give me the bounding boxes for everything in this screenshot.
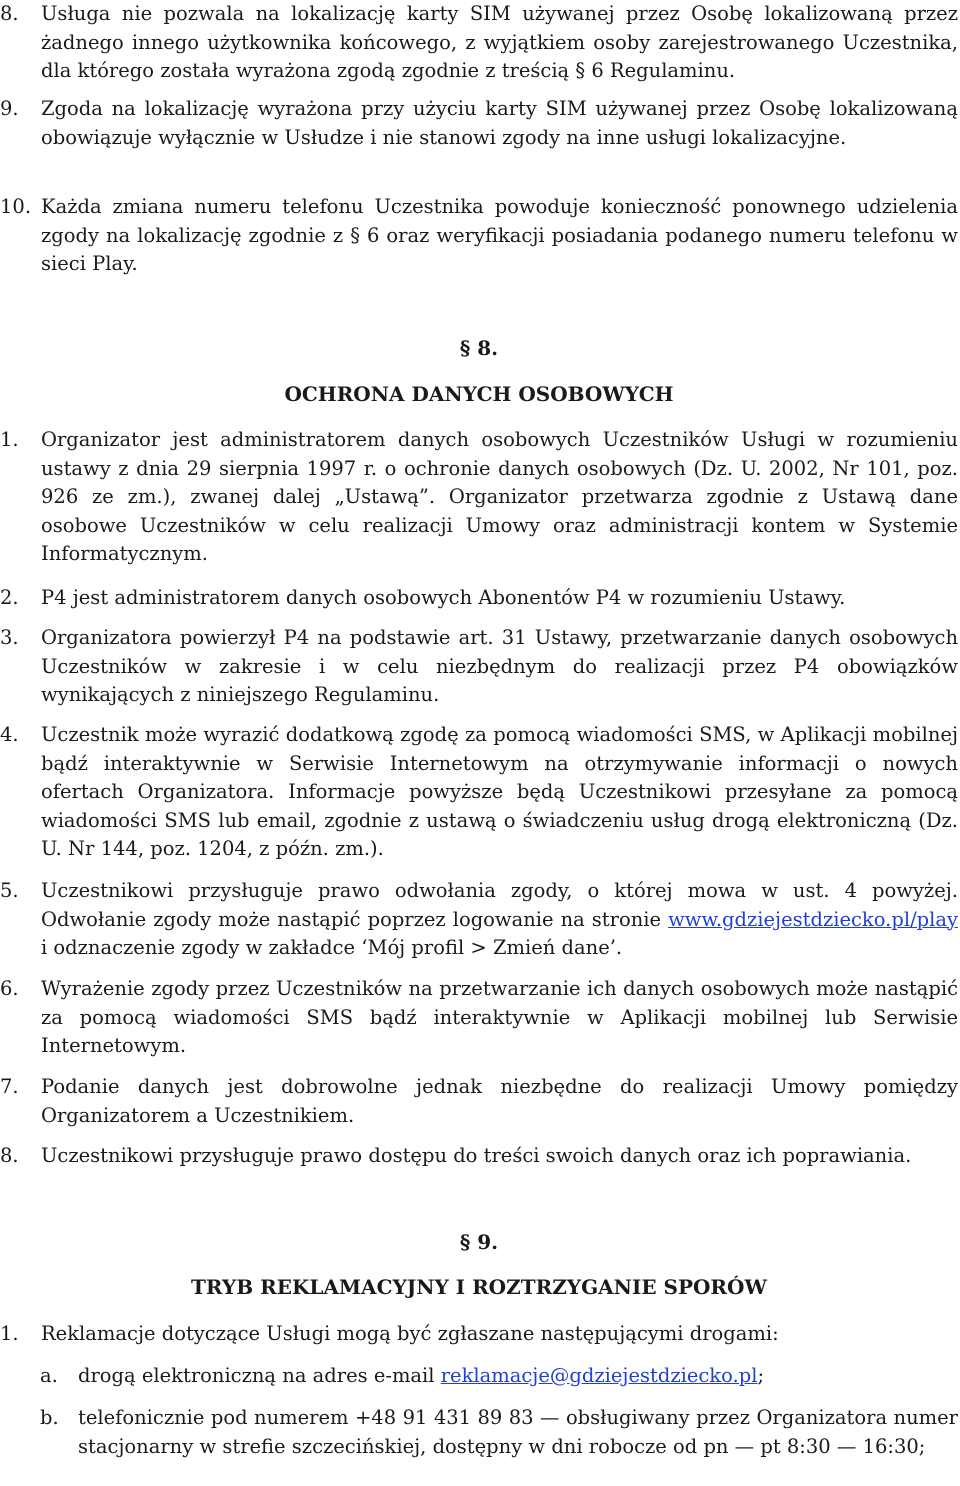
item-number: 6. xyxy=(0,977,19,1000)
item-number: 5. xyxy=(0,879,19,902)
sub-list-item xyxy=(0,1362,958,1391)
item-text: Uczestnikowi przysługuje prawo dostępu do treści swoich danych oraz ich poprawiania. xyxy=(41,1144,912,1167)
list-item xyxy=(0,1142,958,1171)
website-link[interactable]: www.gdziejestdziecko.pl/play xyxy=(668,907,958,931)
item-number: 3. xyxy=(0,626,19,649)
list-item xyxy=(0,1320,958,1349)
item-text-part: Uczestnikowi przysługuje prawo odwołania zgody, o której mowa w ust. 4 powyżej. Odwołanie zgody może nastąpić poprzez logowanie na stronie xyxy=(41,879,958,931)
item-text: Organizator jest administratorem danych osobowych Uczestników Usługi w rozumieniu ustawy z dnia 29 sierpnia 1997 r. o ochronie danych osobowych (Dz. U. 2002, Nr 101, poz. 926 ze zm.), zwanej dalej „Ustawą”. Organizator przetwarza zgodnie z Ustawą dane osobowe Uczestników w celu realizacji Umowy oraz administracji kontem w Systemie Informatycznym. xyxy=(41,428,958,565)
list-item xyxy=(0,975,958,1061)
item-text-part: ; xyxy=(757,1364,765,1387)
list-item xyxy=(0,426,958,569)
item-number: 2. xyxy=(0,586,19,609)
list-item xyxy=(0,624,958,710)
item-number: 1. xyxy=(0,1322,19,1345)
item-text-part: i odznaczenie zgody w zakładce ‘Mój profil > Zmień dane’. xyxy=(41,936,623,959)
list-item xyxy=(0,95,958,152)
item-number: 1. xyxy=(0,428,19,451)
sub-list-item xyxy=(0,1404,958,1461)
item-text: Organizatora powierzył P4 na podstawie art. 31 Ustawy, przetwarzanie danych osobowych Uczestników w zakresie i w celu niezbędnym do realizacji przez P4 obowiązków wynikających z niniejszego Regulaminu. xyxy=(41,626,958,706)
item-text: Uczestnik może wyrazić dodatkową zgodę za pomocą wiadomości SMS, w Aplikacji mobilnej bądź interaktywnie w Serwisie Internetowym na otrzymywanie informacji o nowych ofertach Organizatora. Informacje powyższe będą Uczestnikowi przesyłane za pomocą wiadomości SMS lub email, zgodnie z ustawą o świadczeniu usług drogą elektroniczną (Dz. U. Nr 144, poz. 1204, z późn. zm.). xyxy=(41,723,958,860)
section-title: TRYB REKLAMACYJNY I ROZTRZYGANIE SPORÓW xyxy=(191,1275,767,1299)
item-letter: a. xyxy=(40,1364,58,1387)
list-item xyxy=(0,193,958,279)
section-number: § 9. xyxy=(459,1230,499,1254)
item-text xyxy=(41,877,958,963)
list-item xyxy=(0,877,958,963)
item-number: 10. xyxy=(0,195,32,218)
item-text: P4 jest administratorem danych osobowych Abonentów P4 w rozumieniu Ustawy. xyxy=(41,586,846,609)
item-text: Reklamacje dotyczące Usługi mogą być zgłaszane następującymi drogami: xyxy=(41,1322,779,1345)
item-number: 8. xyxy=(0,2,19,25)
item-number: 8. xyxy=(0,1144,19,1167)
item-text: Usługa nie pozwala na lokalizację karty SIM używanej przez Osobę lokalizowaną przez żadnego innego użytkownika końcowego, z wyjątkiem osoby zarejestrowanego Uczestnika, dla którego została wyrażona zgodą zgodnie z treścią § 6 Regulaminu. xyxy=(41,2,958,82)
item-letter: b. xyxy=(40,1406,59,1429)
item-text: Zgoda na lokalizację wyrażona przy użyciu karty SIM używanej przez Osobę lokalizowaną obowiązuje wyłącznie w Usłudze i nie stanowi zgody na inne usługi lokalizacyjne. xyxy=(41,97,958,149)
list-item xyxy=(0,721,958,864)
section-number: § 8. xyxy=(459,336,499,360)
list-item xyxy=(0,1073,958,1130)
list-item xyxy=(0,584,958,613)
item-text-part: drogą elektroniczną na adres e-mail xyxy=(78,1364,441,1387)
item-text: Wyrażenie zgody przez Uczestników na przetwarzanie ich danych osobowych może nastąpić za pomocą wiadomości SMS bądź interaktywnie w Aplikacji mobilnej lub Serwisie Internetowym. xyxy=(41,977,958,1057)
item-text xyxy=(78,1362,958,1391)
item-text: telefonicznie pod numerem +48 91 431 89 83 — obsługiwany przez Organizatora numer stacjonarny w strefie szczecińskiej, dostępny w dni robocze od pn — pt 8:30 — 16:30; xyxy=(78,1406,958,1458)
section-title: OCHRONA DANYCH OSOBOWYCH xyxy=(284,382,674,406)
item-number: 9. xyxy=(0,97,19,120)
list-item xyxy=(0,0,958,86)
email-link[interactable]: reklamacje@gdziejestdziecko.pl xyxy=(440,1364,758,1387)
item-text: Podanie danych jest dobrowolne jednak niezbędne do realizacji Umowy pomiędzy Organizatorem a Uczestnikiem. xyxy=(41,1075,958,1127)
item-text: Każda zmiana numeru telefonu Uczestnika powoduje konieczność ponownego udzielenia zgody na lokalizację zgodnie z § 6 oraz weryfikacji posiadania podanego numeru telefonu w sieci Play. xyxy=(41,195,958,275)
item-number: 4. xyxy=(0,723,19,746)
item-number: 7. xyxy=(0,1075,19,1098)
